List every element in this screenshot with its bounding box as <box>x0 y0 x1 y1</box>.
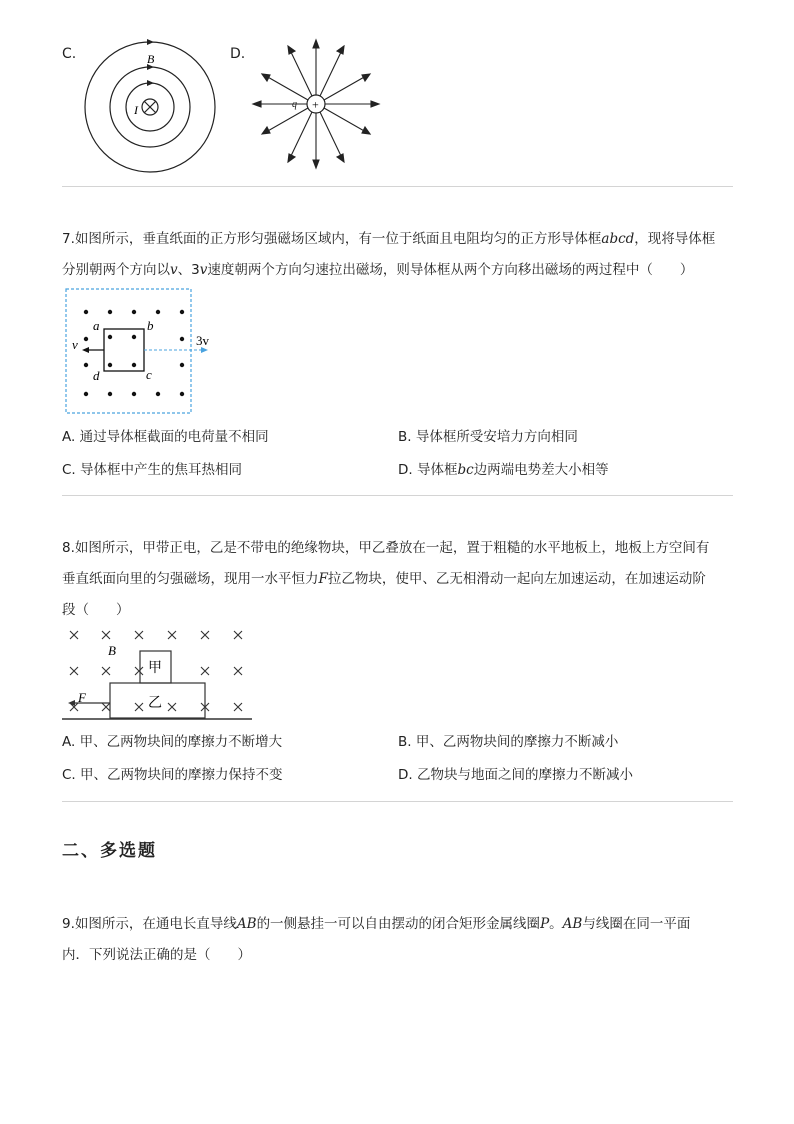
q8-option-c[interactable]: C. 甲、乙两物块间的摩擦力保持不变 <box>62 767 283 783</box>
question-9-line-1: 9.如图所示，在通电长直导线AB的一侧悬挂一可以自由摆动的闭合矩形金属线圈P。AB与线圈在同一平面 <box>62 916 691 932</box>
speed-label-left: v <box>72 337 78 352</box>
upper-block-label: 甲 <box>148 661 162 676</box>
question-8-line-3: 段（ ） <box>62 602 130 618</box>
q7-option-a[interactable]: A. 通过导体框截面的电荷量不相同 <box>62 429 269 445</box>
point-charge-field-figure <box>248 38 388 172</box>
q7-option-c[interactable]: C. 导体框中产生的焦耳热相同 <box>62 462 243 478</box>
q7-option-d[interactable]: D. 导体框bc边两端电势差大小相等 <box>398 462 609 478</box>
option-c-label: C. <box>62 46 77 62</box>
corner-label-d: d <box>93 368 100 383</box>
field-label-b: B <box>108 643 116 658</box>
arrow-icon <box>147 39 154 45</box>
q8-option-b[interactable]: B. 甲、乙两物块间的摩擦力不断减小 <box>398 734 619 750</box>
square-field-region-figure <box>62 287 212 417</box>
lower-block-label: 乙 <box>148 696 162 711</box>
separator-line <box>62 801 733 802</box>
q8-option-d[interactable]: D. 乙物块与地面之间的摩擦力不断减小 <box>398 767 633 783</box>
question-8-line-2: 垂直纸面向里的匀强磁场，现用一水平恒力F拉乙物块，使甲、乙无相滑动一起向左加速运动，在加速运动阶 <box>62 571 706 587</box>
arrow-icon <box>147 80 154 86</box>
force-label-f: F <box>78 690 86 705</box>
separator-line <box>62 186 733 187</box>
separator-line <box>62 495 733 496</box>
stacked-blocks-figure <box>62 624 262 724</box>
field-label-b: B <box>147 52 155 66</box>
question-8-line-1: 8.如图所示，甲带正电，乙是不带电的绝缘物块，甲乙叠放在一起，置于粗糙的水平地板上，地板上方空间有 <box>62 540 710 556</box>
question-7-line-2: 分别朝两个方向以v、3v速度朝两个方向匀速拉出磁场，则导体框从两个方向移出磁场的两过程中（ ） <box>62 262 694 278</box>
corner-label-b: b <box>147 318 154 333</box>
corner-label-c: c <box>146 367 152 382</box>
question-7-line-1: 7.如图所示，垂直纸面的正方形匀强磁场区域内，有一位于纸面且电阻均匀的正方形导体框abcd，现将导体框 <box>62 231 716 247</box>
charge-label-q: q <box>292 99 297 110</box>
current-label-i: I <box>134 103 138 117</box>
q7-option-b[interactable]: B. 导体框所受安培力方向相同 <box>398 429 578 445</box>
concentric-field-lines-figure <box>80 38 222 180</box>
charge-sign: + <box>312 97 319 112</box>
speed-label-right: 3v <box>196 333 209 348</box>
arrow-icon <box>82 347 89 353</box>
option-d-label: D. <box>230 46 246 62</box>
q8-option-a[interactable]: A. 甲、乙两物块间的摩擦力不断增大 <box>62 734 283 750</box>
section-title: 二、多选题 <box>62 841 157 861</box>
question-9-line-2: 内．下列说法正确的是（ ） <box>62 947 251 963</box>
corner-label-a: a <box>93 318 100 333</box>
